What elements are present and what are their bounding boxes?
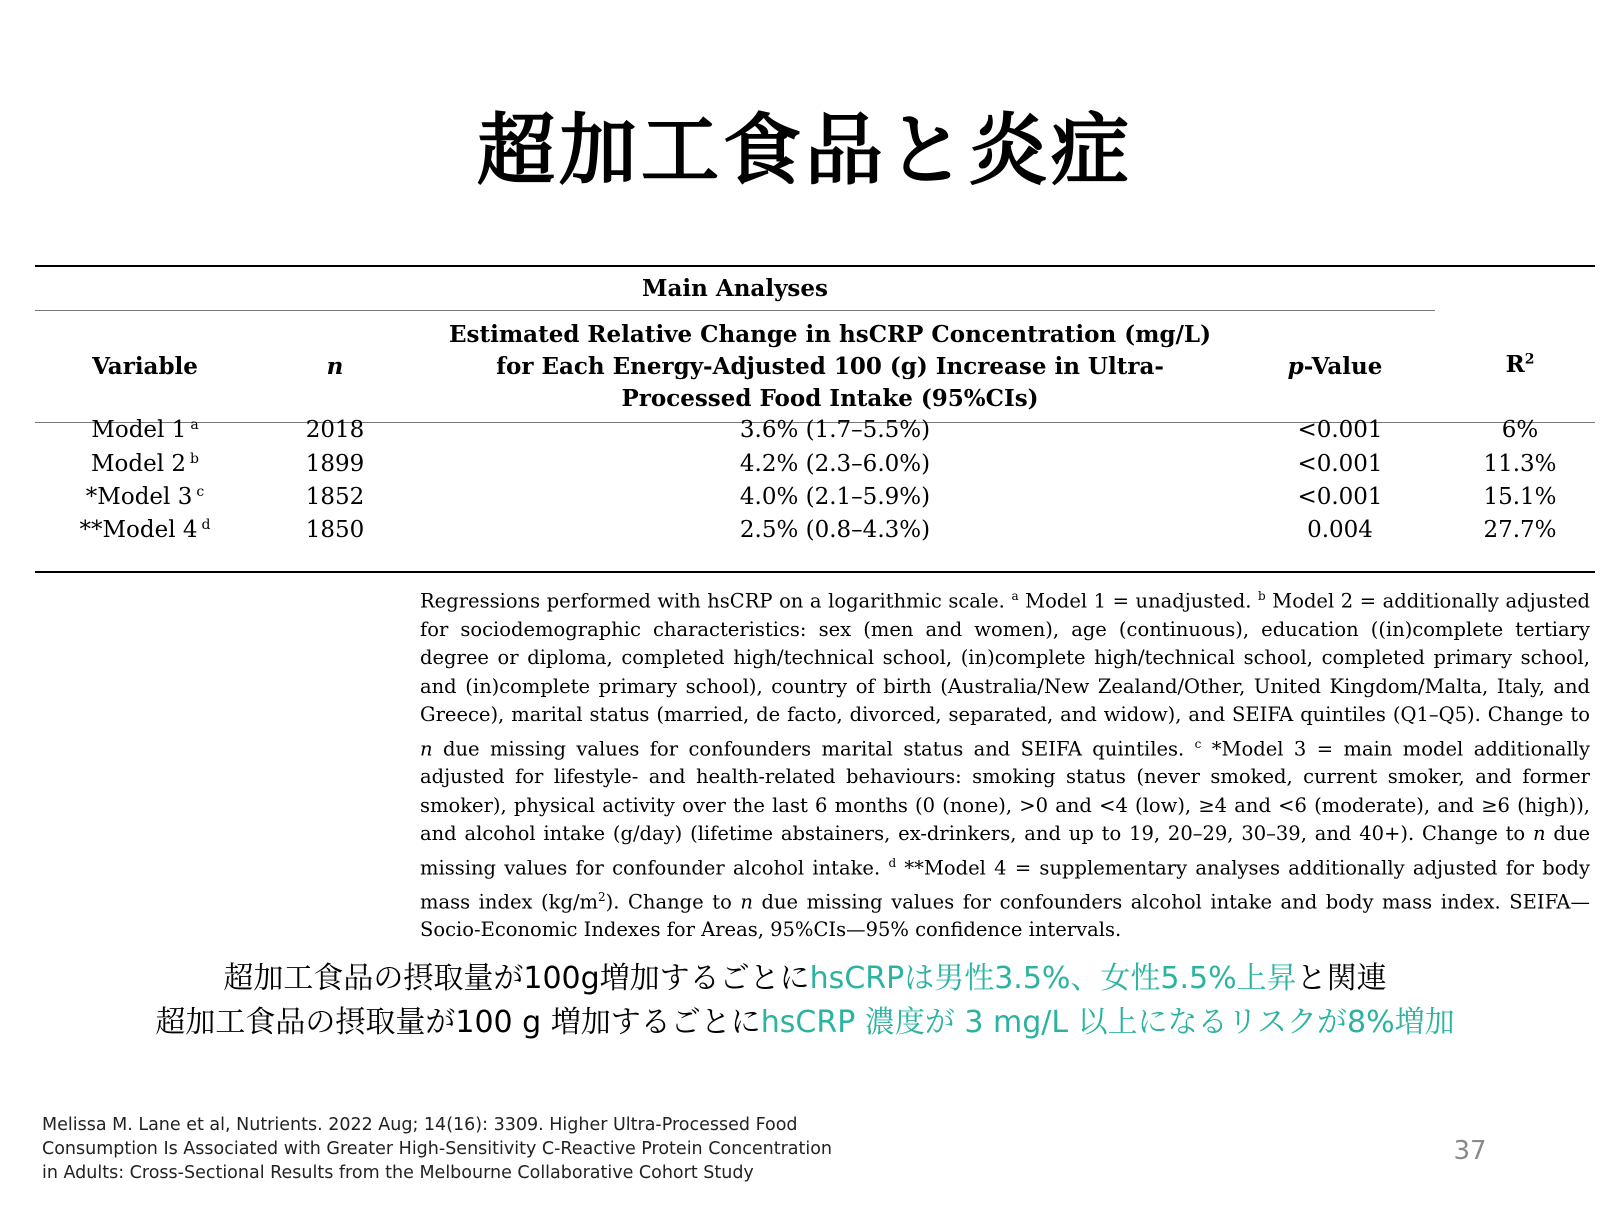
- note-text: *Model 3 = main model additionally adjusted for lifestyle- and health-related behaviours: smoking status (never smoked, current smoker, and former smoker), physical activity over the last 6 months (0 (none), >0 and <4 (low), ≥4 and <6 (moderate), and ≥6 (high)), and alcohol intake (g/day) (lifetime abstainers, ex-drinkers, and up to 19, 20–29, 30–39, and 40+). Change to: [420, 737, 1591, 846]
- reference-line: in Adults: Cross-Sectional Results from the Melbourne Collaborative Cohort Study: [42, 1163, 754, 1183]
- header-r-squared: [1490, 351, 1550, 378]
- cell-p-value: <0.001: [1297, 417, 1383, 443]
- slide-title: 超加工食品と炎症: [476, 106, 1133, 196]
- cell-variable: [65, 417, 225, 443]
- note-text: Model 2 = additionally adjusted for sociodemographic characteristics: sex (men and women), age (continuous), education ((in)complete tertiary degree or diploma, completed high/technical school, (in)complete high/technical school, completed primary school, and (in)complete primary school), country of birth (Australia/New Zealand/Other, United Kingdom/Malta, Italy, and Greece), marital status (married, de facto, divorced, separated, and widow), and SEIFA quintiles (Q1–Q5). Change to: [420, 589, 1591, 727]
- header-p-rest: -Value: [1303, 353, 1383, 380]
- header-r2-sup: 2: [1524, 351, 1535, 368]
- variable-label: Model 2: [90, 451, 187, 477]
- note-text: due missing values for confounders alcohol intake and body mass index. SEIFA—Socio-Economic Indexes for Areas, 95%CIs—95% confidence intervals.: [420, 890, 1591, 942]
- cell-p-value: <0.001: [1297, 451, 1383, 477]
- cell-estimate: 2.5% (0.8–4.3%): [739, 517, 931, 543]
- variable-label: *Model 3: [85, 484, 193, 510]
- cell-n: 1852: [305, 484, 365, 510]
- note-italic-n: n: [1533, 822, 1546, 846]
- note-sup: c: [1194, 736, 1202, 751]
- note-text: **Model 4 = supplementary analyses additionally adjusted for body mass index (kg/m: [420, 856, 1590, 914]
- cell-p-value: 0.004: [1307, 517, 1373, 543]
- note-text: due missing values for confounders marital status and SEIFA quintiles.: [442, 737, 1185, 761]
- note-sup: d: [888, 855, 897, 870]
- note-text: Model 1 = unadjusted.: [1025, 589, 1252, 613]
- summary-highlight: hsCRPは男性3.5%、女性5.5%上昇: [809, 961, 1297, 996]
- summary-text: と関連: [1296, 961, 1387, 996]
- reference-line: Melissa M. Lane et al, Nutrients. 2022 Aug; 14(16): 3309. Higher Ultra-Processed Food: [42, 1115, 798, 1135]
- header-variable: Variable: [92, 353, 198, 380]
- header-n: n: [326, 353, 344, 380]
- note-text: due missing values for confounder alcohol intake.: [420, 822, 1590, 880]
- reference-line: Consumption Is Associated with Greater High-Sensitivity C-Reactive Protein Concentration: [42, 1139, 833, 1159]
- table-top-rule: [35, 265, 1595, 267]
- header-p-italic: p: [1287, 353, 1304, 380]
- variable-sup: c: [196, 484, 205, 500]
- variable-sup: a: [190, 417, 199, 433]
- cell-n: 1850: [305, 517, 365, 543]
- variable-sup: d: [201, 517, 211, 533]
- header-estimate: Estimated Relative Change in hsCRP Concentration (mg/L) for Each Energy-Adjusted 100 (g) Increase in Ultra-Processed Food Intake (95%CIs): [449, 321, 1211, 412]
- note-italic-n: n: [740, 890, 753, 914]
- table-row: [35, 517, 1595, 550]
- table-row: [35, 451, 1595, 484]
- note-text: ). Change to: [605, 890, 732, 914]
- cell-r-squared: 6%: [1501, 417, 1539, 443]
- summary-text: 超加工食品の摂取量が100 g 増加するごとに: [155, 1005, 761, 1040]
- variable-label: Model 1: [91, 417, 187, 443]
- summary-highlight: hsCRP 濃度が 3 mg/L 以上になるリスクが8%増加: [760, 1005, 1455, 1040]
- cell-n: 1899: [305, 451, 365, 477]
- note-sup: a: [1011, 589, 1019, 603]
- table-row: [35, 484, 1595, 517]
- reference-citation: [42, 1113, 982, 1185]
- header-r2-base: R: [1505, 351, 1525, 378]
- note-italic-n: n: [420, 737, 433, 761]
- header-p-value: [1255, 353, 1415, 380]
- cell-r-squared: 11.3%: [1483, 451, 1557, 477]
- main-analyses-rule: [35, 310, 1435, 311]
- cell-variable: [65, 484, 225, 510]
- cell-estimate: 3.6% (1.7–5.5%): [739, 417, 931, 443]
- cell-estimate: 4.0% (2.1–5.9%): [739, 484, 931, 510]
- cell-estimate: 4.2% (2.3–6.0%): [739, 451, 931, 477]
- table-bottom-rule: [35, 571, 1595, 573]
- variable-sup: b: [190, 451, 199, 467]
- variable-label: **Model 4: [79, 517, 198, 543]
- page-number: 37: [1453, 1136, 1487, 1166]
- cell-r-squared: 27.7%: [1483, 517, 1557, 543]
- note-sup: b: [1257, 589, 1266, 603]
- note-text: Regressions performed with hsCRP on a logarithmic scale.: [420, 589, 1005, 613]
- cell-r-squared: 15.1%: [1483, 484, 1557, 510]
- main-analyses-heading: Main Analyses: [642, 275, 828, 302]
- summary-line-1: [0, 953, 1610, 997]
- cell-variable: [65, 451, 225, 477]
- summary-text: 超加工食品の摂取量が100g増加するごとに: [223, 961, 810, 996]
- note-sup: 2: [598, 889, 606, 904]
- table-row: [35, 417, 1595, 450]
- table-footnotes: [420, 582, 1590, 945]
- cell-n: 2018: [305, 417, 365, 443]
- cell-variable: [65, 517, 225, 543]
- summary-line-2: [0, 997, 1610, 1041]
- cell-p-value: <0.001: [1297, 484, 1383, 510]
